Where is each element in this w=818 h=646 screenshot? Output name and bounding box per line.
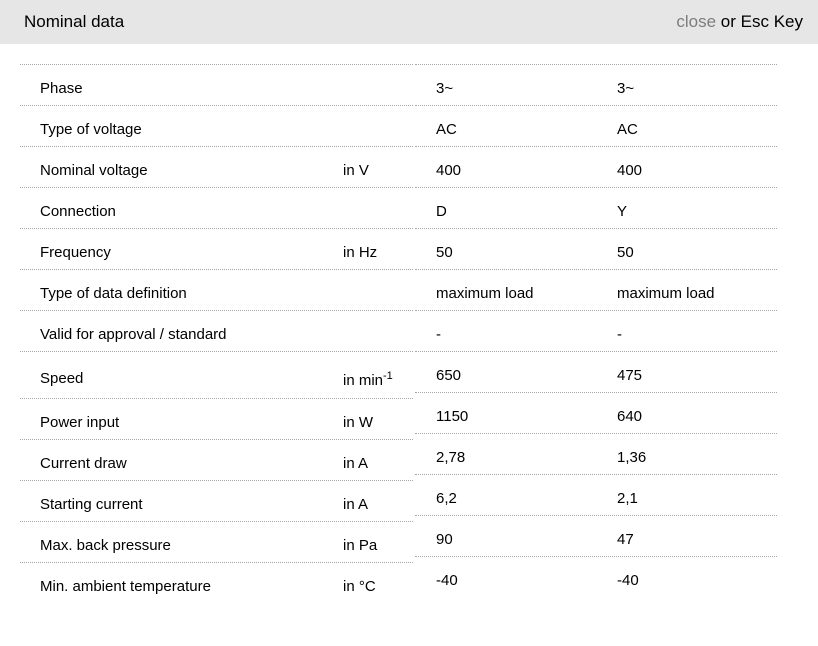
row-unit: in Hz (343, 244, 378, 261)
table-row (20, 439, 413, 480)
table-row (20, 398, 413, 439)
row-unit: in A (343, 455, 369, 472)
table-row-values (415, 228, 777, 269)
values-table (415, 64, 777, 597)
row-value-1: 400 (436, 162, 462, 179)
row-value-1: AC (436, 121, 457, 138)
modal-title: Nominal data (24, 12, 125, 31)
row-value-2: 2,1 (617, 490, 638, 507)
row-label: Valid for approval / standard (40, 326, 227, 343)
row-label: Phase (40, 80, 83, 97)
row-value-1: 3~ (436, 80, 454, 97)
row-label: Type of data definition (40, 285, 187, 302)
table-row (20, 351, 413, 398)
table-row-values (415, 310, 777, 351)
table-row (20, 521, 413, 562)
table-row-values (415, 515, 777, 556)
row-unit: in Pa (343, 537, 378, 554)
table-row (20, 146, 413, 187)
table-row-values (415, 269, 777, 310)
esc-key-hint: or Esc Key (720, 12, 803, 31)
table-row (20, 187, 413, 228)
row-value-1: D (436, 203, 447, 220)
row-label: Current draw (40, 455, 127, 472)
table-row (20, 310, 413, 351)
row-unit: in W (343, 414, 373, 431)
table-row-values (415, 474, 777, 515)
modal-header (0, 0, 818, 44)
row-value-1: 90 (436, 531, 453, 548)
row-unit: in °C (343, 578, 376, 595)
table-row (20, 562, 413, 603)
row-unit: in $\min^{-1}$ (343, 370, 393, 389)
row-label: Speed (40, 370, 84, 387)
table-row-values (415, 556, 777, 597)
row-value-2: - (617, 326, 622, 343)
row-value-1: 650 (436, 367, 462, 384)
table-row (20, 480, 413, 521)
row-value-2: 50 (617, 244, 634, 261)
row-value-2: AC (617, 121, 638, 138)
row-value-2: 400 (617, 162, 643, 179)
row-value-2: 47 (617, 531, 634, 548)
row-value-2: 475 (617, 367, 643, 384)
row-label: Max. back pressure (40, 537, 171, 554)
row-value-1: maximum load (436, 285, 534, 302)
row-value-1: -40 (436, 572, 458, 589)
row-unit: in A (343, 496, 369, 513)
row-label: Type of voltage (40, 121, 142, 138)
row-value-1: 1150 (436, 408, 469, 425)
close-link[interactable]: close (676, 12, 717, 31)
table-row-values (415, 105, 777, 146)
nominal-data-table (20, 64, 777, 603)
labels-units-table (20, 64, 413, 603)
table-row-values (415, 392, 777, 433)
table-row (20, 105, 413, 146)
header-close-area (676, 12, 803, 32)
table-row-values (415, 187, 777, 228)
table-row (20, 64, 413, 105)
row-value-1: 2,78 (436, 449, 466, 466)
row-value-2: 3~ (617, 80, 635, 97)
row-label: Frequency (40, 244, 111, 261)
row-label: Connection (40, 203, 116, 220)
table-row-values (415, 146, 777, 187)
row-value-2: Y (617, 203, 628, 220)
row-value-1: - (436, 326, 441, 343)
row-label: Nominal voltage (40, 162, 148, 179)
table-row-values (415, 351, 777, 392)
row-value-1: 50 (436, 244, 453, 261)
row-label: Min. ambient temperature (40, 578, 211, 595)
row-unit: in V (343, 162, 369, 179)
row-value-1: 6,2 (436, 490, 457, 507)
row-label: Starting current (40, 496, 143, 513)
table-row (20, 269, 413, 310)
row-value-2: maximum load (617, 285, 715, 302)
table-row (20, 228, 413, 269)
row-label: Power input (40, 414, 120, 431)
row-value-2: -40 (617, 572, 639, 589)
table-row-values (415, 433, 777, 474)
row-value-2: 1,36 (617, 449, 647, 466)
row-value-2: 640 (617, 408, 643, 425)
table-row-values (415, 64, 777, 105)
